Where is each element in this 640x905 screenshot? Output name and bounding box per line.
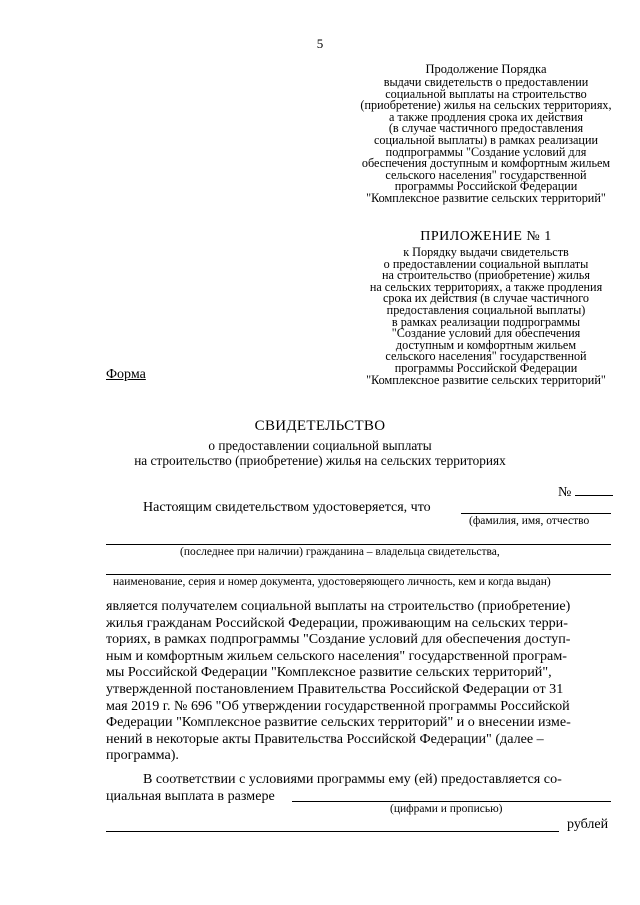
amount-fill-line [292,801,611,802]
appendix-line: предоставления социальной выплаты) [386,302,586,317]
appendix-line: в рамках реализации подпрограммы [391,314,581,329]
amount-paragraph: В соответствии с условиями программы ему (ей) предоставляется со- [143,771,562,787]
currency-label: рублей [567,817,609,832]
body-line: нений в некоторые акты Правительства Российской Федерации" (далее – [106,730,544,747]
body-line: мы Российской Федерации "Комплексное развитие сельских территорий", [106,664,552,681]
certifies-text: Настоящим свидетельством удостоверяется, что [143,500,431,515]
form-label: Форма [106,367,146,382]
subtitle-line-2: на строительство (приобретение) жилья на сельских территориях [134,453,506,468]
certificate-number [558,483,613,501]
appendix-line: "Создание условий для обеспечения [391,326,581,341]
continuation-title: Продолжение Порядка [425,62,547,76]
continuation-line: программы Российской Федерации [394,179,578,194]
continuation-line: выдачи свидетельств о предоставлении [383,75,589,89]
continuation-line: (приобретение) жилья на сельских территориях, [360,98,612,113]
subtitle-line-1: о предоставлении социальной выплаты [208,438,432,453]
appendix-title: ПРИЛОЖЕНИЕ № 1 [420,229,552,244]
body-line: жилья гражданам Российской Федерации, проживающим на сельских терри- [106,614,568,631]
hint-document: наименование, серия и номер документа, удостоверяющего личность, кем и когда выдан) [113,576,551,588]
body-line: является получателем социальной выплаты на строительство (приобретение) [106,598,571,614]
document-subtitle [0,438,640,468]
appendix-line: к Порядку выдачи свидетельств [403,245,569,259]
document-title: СВИДЕТЕЛЬСТВО [254,418,386,434]
continuation-line: социальной выплаты) в рамках реализации [373,132,599,147]
continuation-line: социальной выплаты на строительство [385,86,587,101]
body-paragraph [106,598,611,764]
amount-line-text: циальная выплата в размере [106,788,275,804]
appendix-header [336,229,636,386]
hint-patronymic: (последнее при наличии) гражданина – владельца свидетельства, [180,546,500,558]
appendix-line: программы Российской Федерации [394,360,578,375]
body-line: ным и комфортным жильем сельского населения" государственной програм- [106,647,567,664]
continuation-line: "Комплексное развитие сельских территорий" [366,190,606,205]
continuation-line: а также продления срока их действия [389,109,583,124]
id-document-fill-line [106,574,611,575]
continuation-line: подпрограммы "Создание условий для [385,144,587,159]
appendix-line: сельского населения" государственной [385,349,587,364]
number-blank [575,483,613,496]
hint-amount: (цифрами и прописью) [390,803,503,815]
holder-fill-line [106,544,611,545]
appendix-line: срока их действия (в случае частичного [382,291,590,306]
body-line: Федерации "Комплексное развитие сельских территорий" и о внесении изме- [106,714,571,731]
appendix-line: на строительство (приобретение) жилья [382,268,590,283]
appendix-lines [336,247,636,386]
continuation-lines [336,77,636,205]
appendix-line: о предоставлении социальной выплаты [383,256,589,271]
appendix-line: доступным и комфортным жильем [395,337,577,352]
body-line: программа). [106,747,179,764]
continuation-line: (в случае частичного предоставления [388,121,584,136]
name-fill-line [461,513,611,514]
continuation-line: обеспечения доступным и комфортным жильем [361,156,611,171]
body-line: ториях, в рамках подпрограммы "Создание условий для обеспечения доступ- [106,631,571,648]
continuation-line: сельского населения" государственной [385,167,587,182]
body-line: мая 2019 г. № 696 "Об утверждении государственной программы Российской [106,697,570,714]
amount-words-fill-line [106,831,559,832]
number-sign: № [558,485,572,500]
body-line: утвержденной постановлением Правительства Российской Федерации от 31 [106,680,564,697]
appendix-line: "Комплексное развитие сельских территорий" [366,372,606,387]
continuation-header [336,62,636,205]
hint-name: (фамилия, имя, отчество [469,515,590,527]
page-number: 5 [316,36,324,51]
appendix-line: на сельских территориях, а также продления [369,279,603,294]
